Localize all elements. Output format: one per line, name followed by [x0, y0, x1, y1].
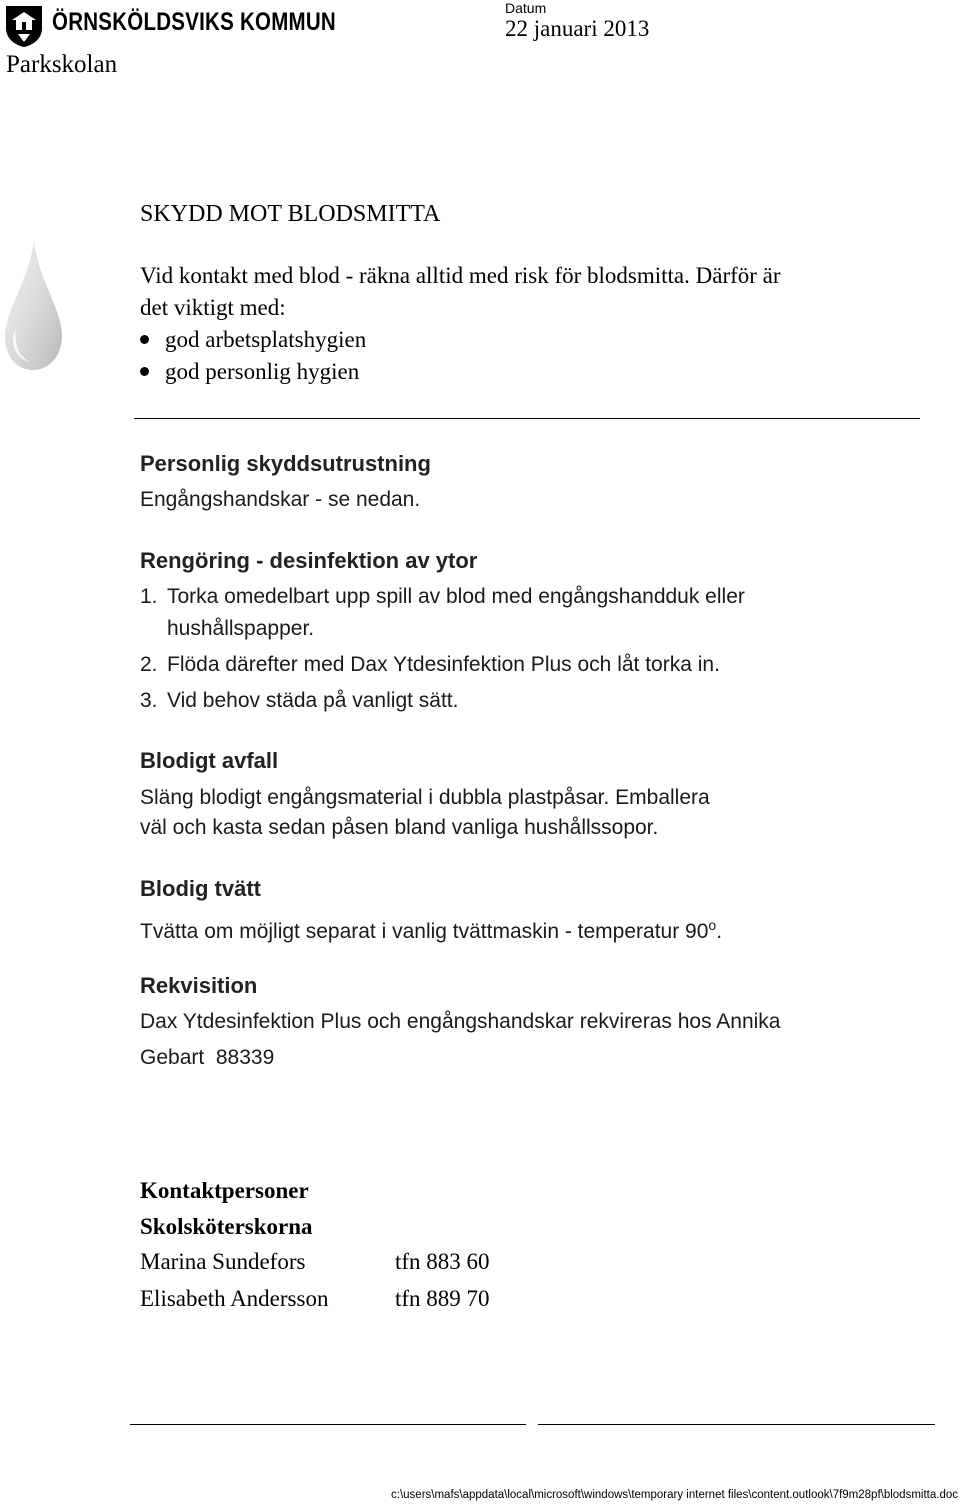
- bullet-text: god personlig hygien: [165, 359, 360, 384]
- signature-line-right: [538, 1424, 935, 1425]
- intro-line-2: det viktigt med:: [140, 295, 286, 320]
- date-label: Datum: [505, 0, 547, 16]
- bullet-icon: [140, 335, 149, 344]
- contacts-heading: Kontaktpersoner: [140, 1178, 309, 1203]
- coat-of-arms-icon: [4, 4, 44, 48]
- ppe-heading: Personlig skyddsutrustning: [140, 451, 431, 476]
- contact-name: Elisabeth Andersson: [140, 1286, 329, 1311]
- contact-phone: tfn 889 70: [395, 1286, 490, 1311]
- bullet-item: [140, 356, 359, 388]
- cleaning-step-text-cont: hushållspapper.: [167, 617, 315, 640]
- blood-drop-graphic: [2, 236, 64, 372]
- cleaning-step-text: Vid behov städa på vanligt sätt.: [167, 689, 459, 712]
- contact-phone: tfn 883 60: [395, 1249, 490, 1274]
- contact-name: Marina Sundefors: [140, 1249, 306, 1274]
- cleaning-step-number: 1.: [140, 585, 158, 608]
- contacts-subheading: Skolsköterskorna: [140, 1214, 313, 1239]
- waste-line-1: Släng blodigt engångsmaterial i dubbla plastpåsar. Emballera: [140, 786, 710, 809]
- cleaning-step-number: 2.: [140, 653, 158, 676]
- waste-line-2: väl och kasta sedan påsen bland vanliga hushållssopor.: [140, 816, 659, 839]
- intro-line-1: Vid kontakt med blod - räkna alltid med risk för blodsmitta. Därför är: [140, 263, 781, 288]
- school-name: Parkskolan: [6, 51, 118, 78]
- date-value: 22 januari 2013: [505, 16, 650, 41]
- degree-superscript: o: [708, 917, 717, 933]
- laundry-text: [140, 910, 722, 947]
- drop-icon: [2, 236, 64, 372]
- bullet-item: [140, 324, 366, 356]
- municipality-logo: [4, 4, 44, 48]
- requisition-line-1: Dax Ytdesinfektion Plus och engångshandskar rekvireras hos Annika: [140, 1010, 781, 1033]
- section-divider: [134, 418, 920, 419]
- cleaning-step-text: Torka omedelbart upp spill av blod med engångshandduk eller: [167, 585, 745, 608]
- requisition-line-2: Gebart 88339: [140, 1046, 275, 1069]
- bullet-icon: [140, 367, 149, 376]
- requisition-heading: Rekvisition: [140, 973, 258, 998]
- laundry-text-main: Tvätta om möjligt separat i vanlig tvättmaskin - temperatur 90: [140, 920, 709, 943]
- ppe-text: Engångshandskar - se nedan.: [140, 488, 421, 511]
- bullet-text: god arbetsplatshygien: [165, 327, 367, 352]
- organization-name: ÖRNSKÖLDSVIKS KOMMUN: [52, 8, 336, 36]
- laundry-heading: Blodig tvätt: [140, 876, 261, 901]
- cleaning-heading: Rengöring - desinfektion av ytor: [140, 548, 478, 573]
- file-path: c:\users\mafs\appdata\local\microsoft\windows\temporary internet files\content.outlook\7f9m28pf\blodsmitta.doc: [391, 1489, 958, 1501]
- signature-line-left: [130, 1424, 526, 1425]
- laundry-text-end: .: [716, 920, 723, 943]
- cleaning-step-text: Flöda därefter med Dax Ytdesinfektion Plus och låt torka in.: [167, 653, 720, 676]
- waste-heading: Blodigt avfall: [140, 748, 279, 773]
- cleaning-step-number: 3.: [140, 689, 158, 712]
- page-title: SKYDD MOT BLODSMITTA: [140, 201, 441, 227]
